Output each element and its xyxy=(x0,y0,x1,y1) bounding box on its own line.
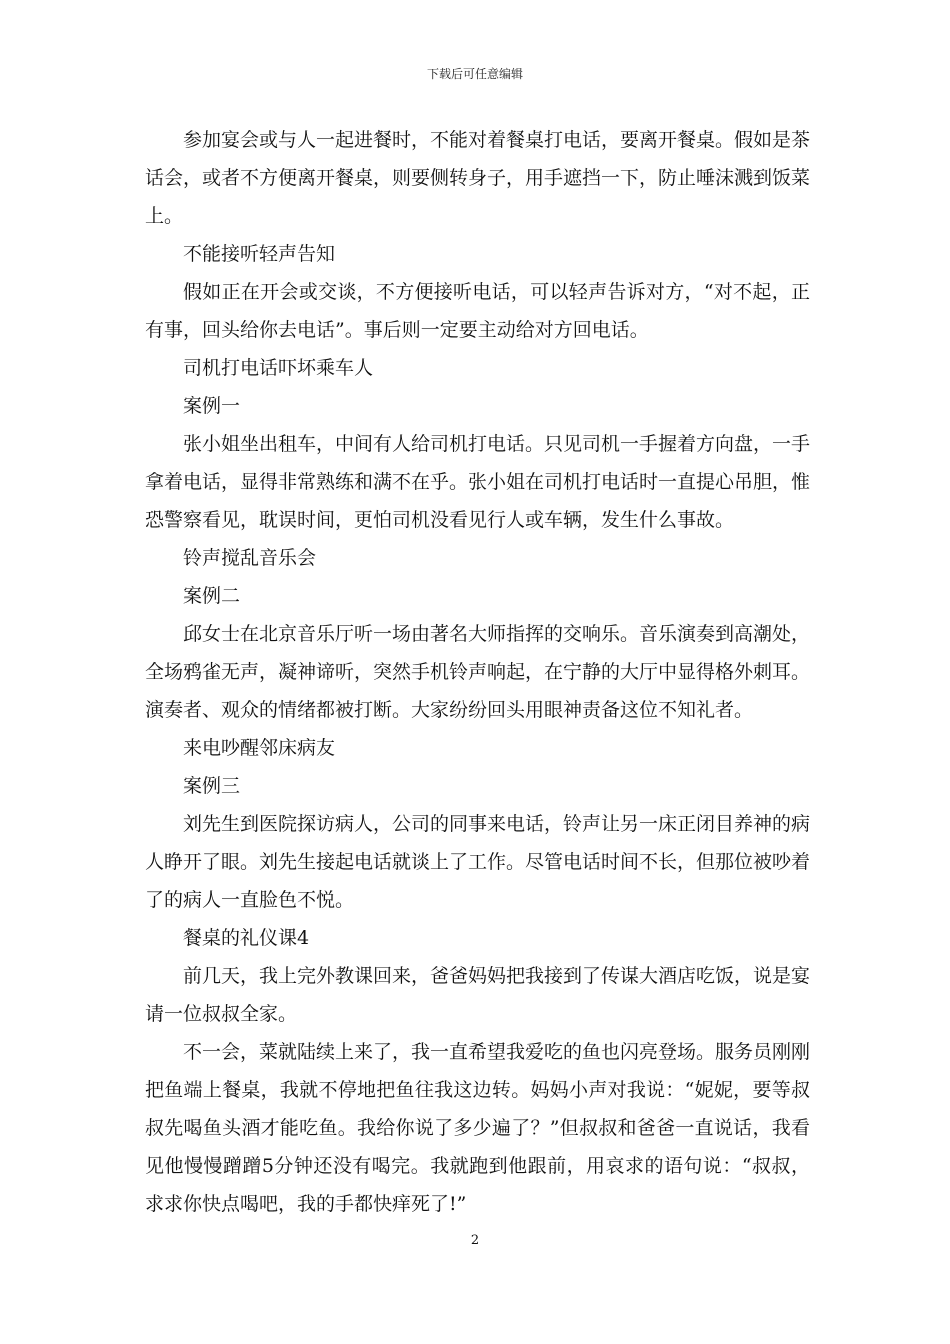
paragraph-restaurant-visit: 前几天，我上完外教课回来，爸爸妈妈把我接到了传谋大酒店吃饭，说是宴请一位叔叔全家。 xyxy=(145,965,811,1025)
section-heading-quiet-notice: 不能接听轻声告知 xyxy=(183,243,336,265)
paragraph-case-one: 张小姐坐出租车，中间有人给司机打电话。只见司机一手握着方向盘，一手拿着电话，显得非常熟练和满不在乎。张小姐在司机打电话时一直提心吊胆，惟恐警察看见，耽误时间，更怕司机没看见行人或车辆，发生什么事故。 xyxy=(145,433,811,531)
paragraph-case-three: 刘先生到医院探访病人，公司的同事来电话，铃声让另一床正闭目养神的病人睁开了眼。刘先生接起电话就谈上了工作。尽管电话时间不长，但那位被吵着了的病人一直脸色不悦。 xyxy=(145,813,811,911)
case-label-three: 案例三 xyxy=(183,775,241,797)
case-label-two: 案例二 xyxy=(183,585,241,607)
page-header: 下载后可任意编辑 xyxy=(426,67,523,81)
paragraph-fish-story: 不一会，菜就陆续上来了，我一直希望我爱吃的鱼也闪亮登场。服务员刚刚把鱼端上餐桌，我就不停地把鱼往我这边转。妈妈小声对我说：“妮妮，要等叔叔先喝鱼头酒才能吃鱼。我给你说了多少遍了？”但叔叔和爸爸一直说话，我看见他慢慢蹭蹭5分钟还没有喝完。我就跑到他跟前，用哀求的语句说：“叔叔，求求你快点喝吧，我的手都快痒死了!” xyxy=(145,1041,811,1215)
section-heading-table-manners: 餐桌的礼仪课4 xyxy=(183,927,310,949)
section-heading-driver-call: 司机打电话吓坏乘车人 xyxy=(183,357,374,379)
section-heading-concert-ringtone: 铃声搅乱音乐会 xyxy=(183,547,317,569)
paragraph-case-two: 邱女士在北京音乐厅听一场由著名大师指挥的交响乐。音乐演奏到高潮处，全场鸦雀无声，凝神谛听，突然手机铃声响起，在宁静的大厅中显得格外刺耳。演奏者、观众的情绪都被打断。大家纷纷回头用眼神责备这位不知礼者。 xyxy=(145,623,811,721)
document-body xyxy=(145,121,810,1223)
page-number: 2 xyxy=(470,1233,480,1248)
paragraph-meeting-call: 假如正在开会或交谈，不方便接听电话，可以轻声告诉对方，“对不起，正有事，回头给你去电话”。事后则一定要主动给对方回电话。 xyxy=(145,281,810,341)
section-heading-hospital-call: 来电吵醒邻床病友 xyxy=(183,737,336,759)
case-label-one: 案例一 xyxy=(183,395,241,417)
paragraph-dining-etiquette: 参加宴会或与人一起进餐时，不能对着餐桌打电话，要离开餐桌。假如是茶话会，或者不方便离开餐桌，则要侧转身子，用手遮挡一下，防止唾沫溅到饭菜上。 xyxy=(145,129,811,227)
